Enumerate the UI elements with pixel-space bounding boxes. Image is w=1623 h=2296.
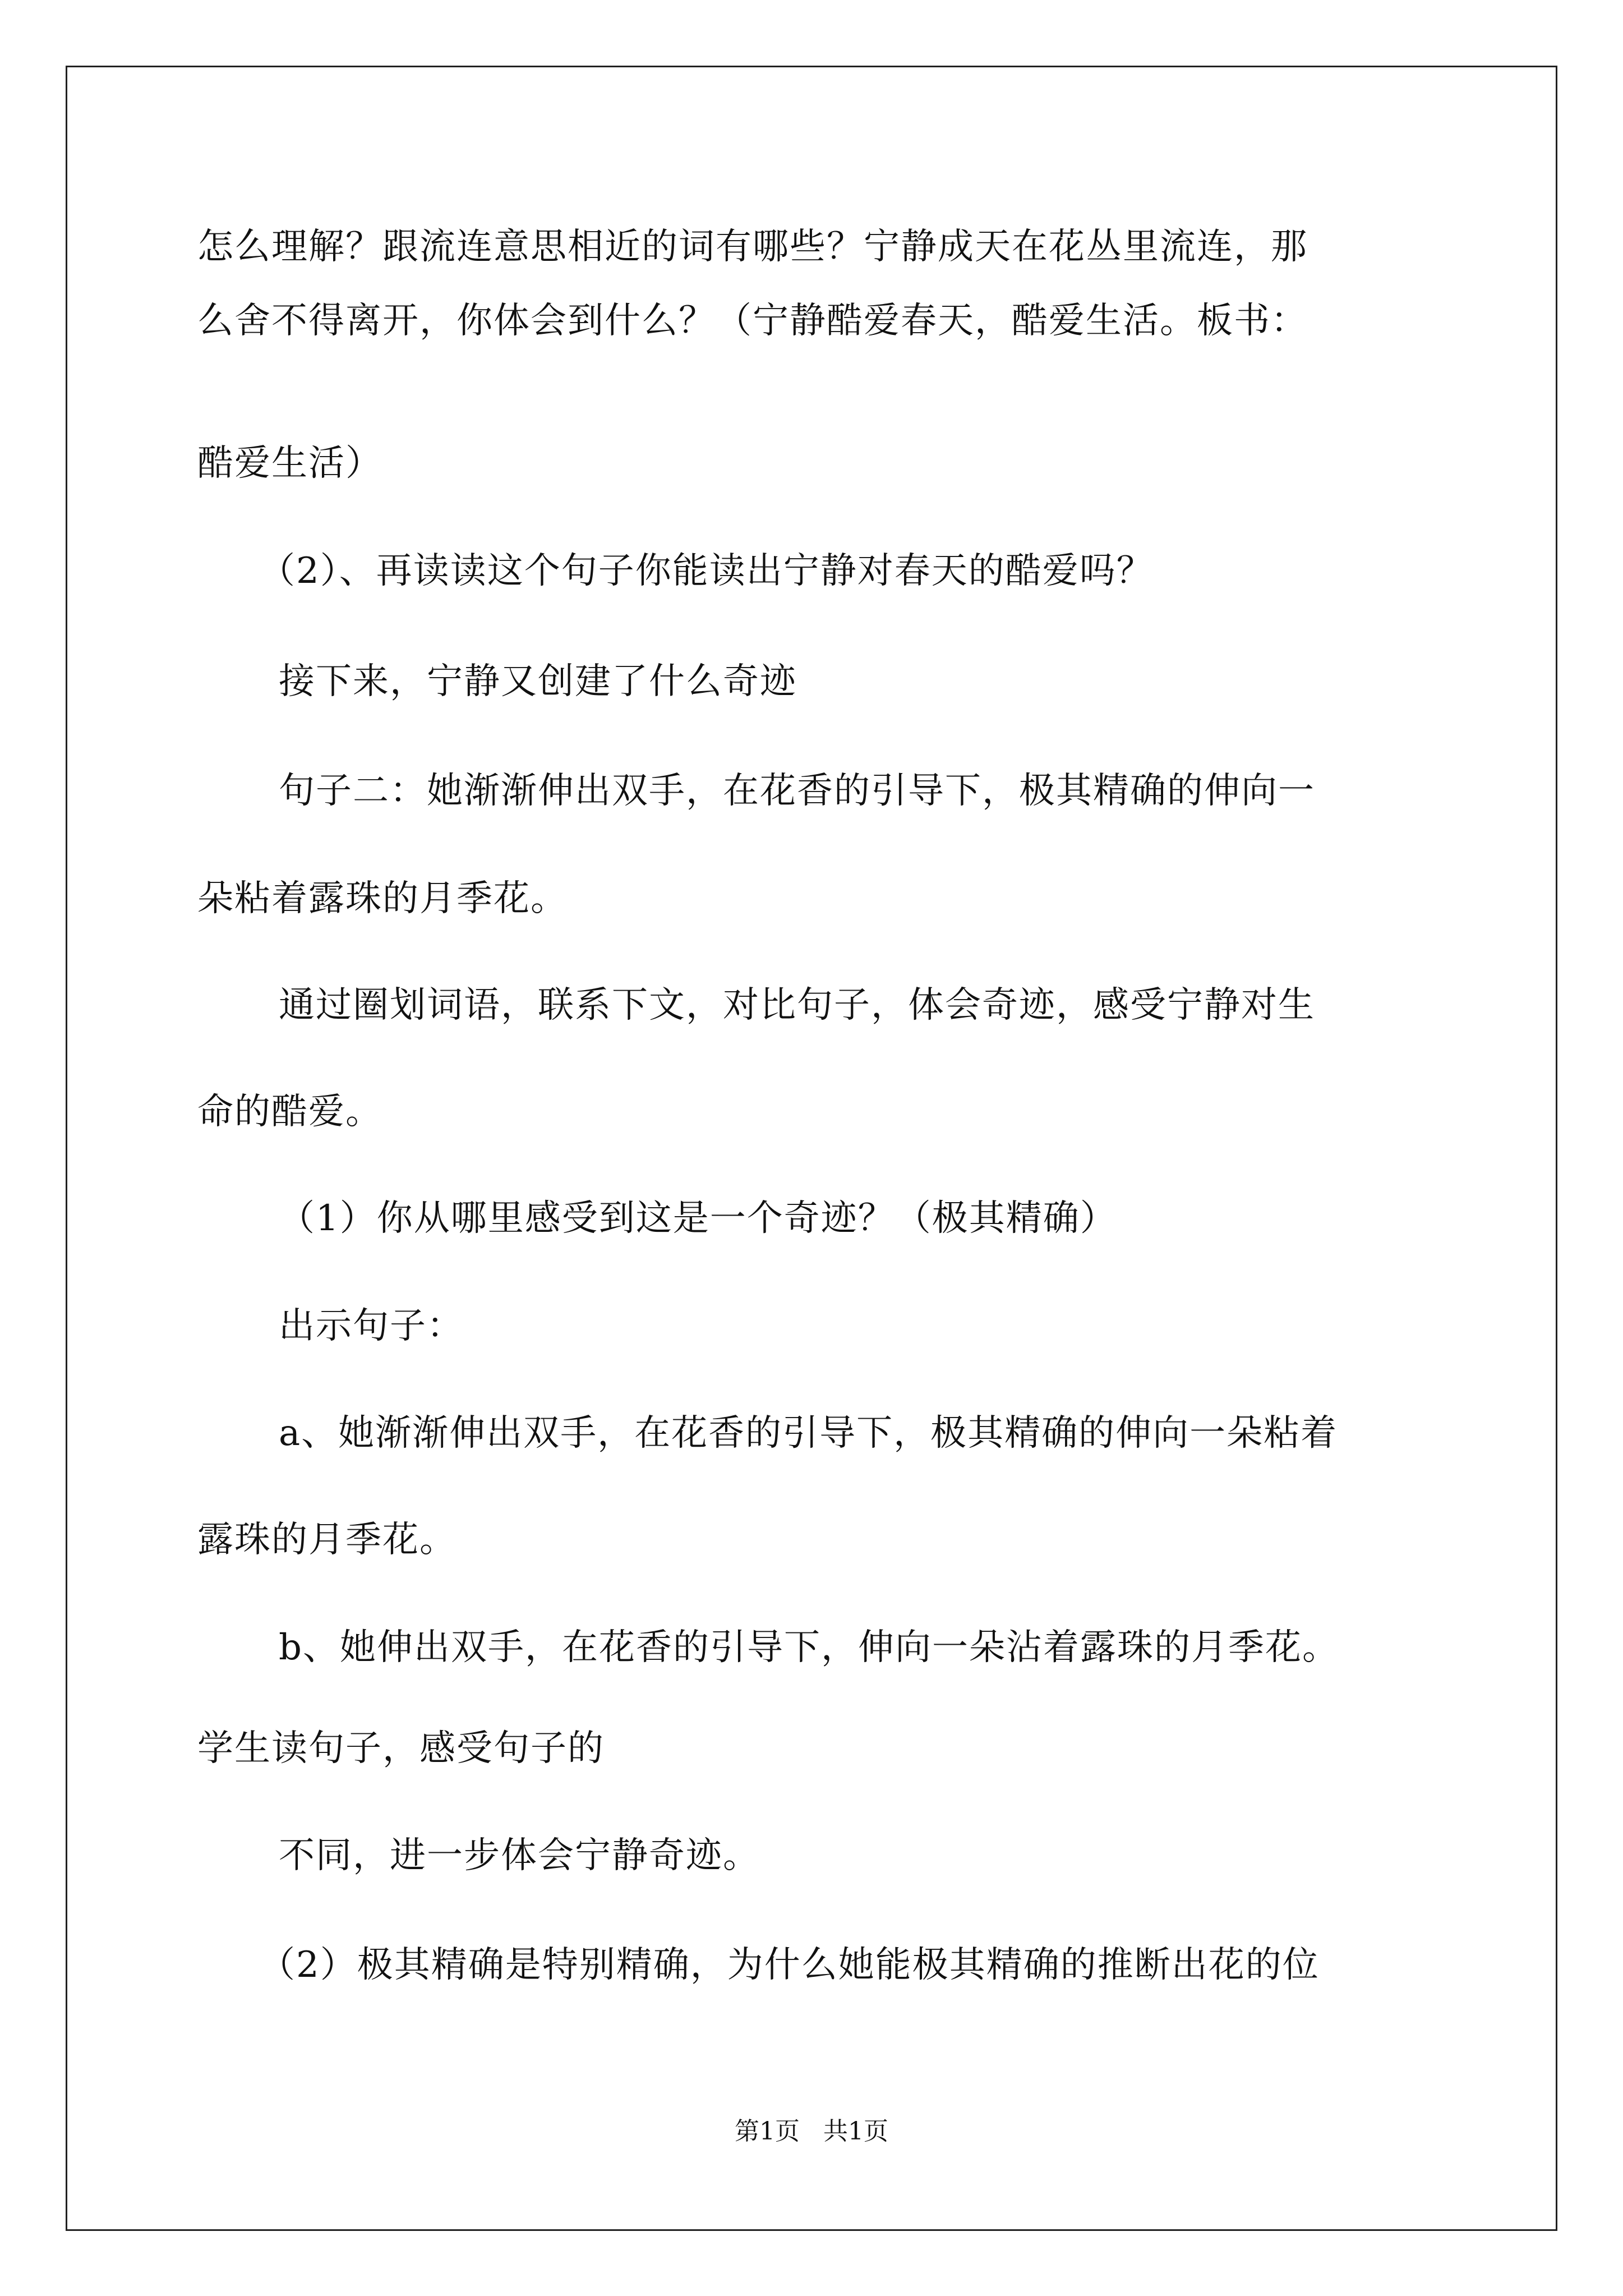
text-line: 句子二：她渐渐伸出双手，在花香的引导下，极其精确的伸向一: [279, 770, 1315, 812]
text-line: 通过圈划词语，联系下文，对比句子，体会奇迹，感受宁静对生: [279, 984, 1315, 1026]
text-line: （1）你从哪里感受到这是一个奇迹？（极其精确）: [279, 1198, 1117, 1239]
page-number: 第1页 共1页: [735, 2117, 888, 2146]
text-line: a、她渐渐伸出双手，在花香的引导下，极其精确的伸向一朵粘着: [279, 1412, 1338, 1454]
text-line: 怎么理解？跟流连意思相近的词有哪些？宁静成天在花丛里流连，那: [197, 226, 1308, 268]
text-line: 不同，进一步体会宁静奇迹。: [279, 1835, 760, 1876]
text-line: b、她伸出双手，在花香的引导下，伸向一朵沾着露珠的月季花。: [279, 1627, 1339, 1668]
text-line: （2）、再读读这个句子你能读出宁静对春天的酷爱吗？: [259, 550, 1154, 592]
text-line: 酷爱生活）: [197, 443, 382, 484]
text-line: 露珠的月季花。: [197, 1519, 457, 1561]
text-line: 朵粘着露珠的月季花。: [197, 878, 568, 919]
text-line: 么舍不得离开，你体会到什么？（宁静酷爱春天，酷爱生活。板书：: [197, 300, 1308, 342]
page-border: [66, 66, 1557, 2231]
text-line: 接下来，宁静又创建了什么奇迹: [279, 661, 797, 702]
text-line: 命的酷爱。: [197, 1091, 382, 1133]
text-line: 出示句子：: [279, 1305, 464, 1347]
text-line: （2）极其精确是特别精确，为什么她能极其精确的推断出花的位: [259, 1944, 1320, 1986]
text-line: 学生读句子，感受句子的: [197, 1728, 605, 1769]
